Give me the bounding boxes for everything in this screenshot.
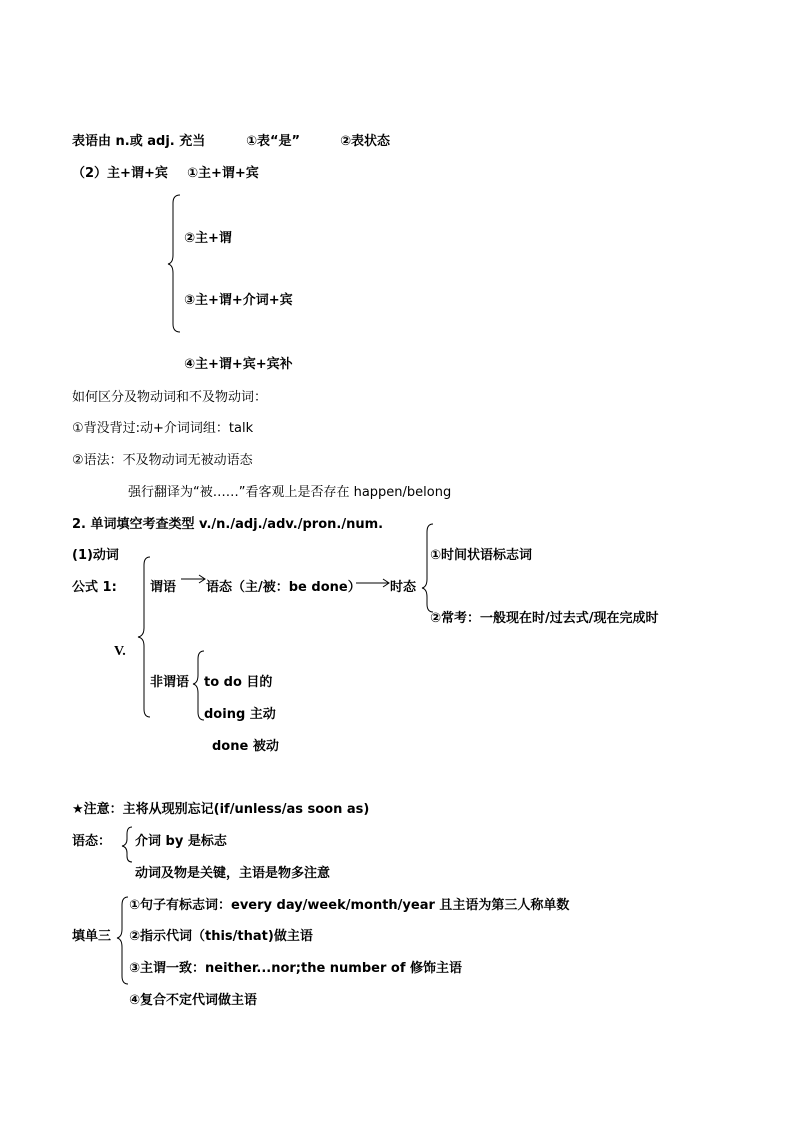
predicative-option-1: ①表“是” (246, 134, 301, 149)
transitive-question: 如何区分及物动词和不及物动词： (72, 390, 268, 405)
tense-item-2: ②常考：一般现在时/过去式/现在完成时 (430, 611, 659, 626)
voice-note-1: 介词 by 是标志 (135, 834, 227, 849)
formula-label: 公式 1: (72, 580, 117, 595)
fill3-label: 填单三 (72, 929, 112, 944)
v-label: V. (114, 644, 126, 659)
transitive-point-3: 强行翻译为“被……”看客观上是否存在 happen/belong (128, 485, 452, 500)
voice-note-2: 动词及物是关键，主语是物多注意 (135, 866, 331, 881)
attention-note: ★注意：主将从现别忘记(if/unless/as soon as) (72, 802, 370, 817)
verb-label: (1)动词 (72, 548, 119, 563)
fill3-brace (117, 897, 128, 984)
fill3-rule-2: ②指示代词（this/that)做主语 (129, 929, 313, 944)
non-predicate-brace (193, 651, 204, 720)
structure-item-2: ②主+谓 (184, 231, 232, 246)
transitive-point-2: ②语法：不及物动词无被动语态 (72, 453, 253, 468)
fill3-rule-3: ③主谓一致：neither...nor;the number of 修饰主语 (129, 961, 463, 976)
non-finite-item-1: to do 目的 (204, 675, 273, 690)
structure-item-4: ④主+谓+宾+宾补 (184, 357, 293, 372)
verb-brace (138, 557, 150, 717)
non-predicate-label: 非谓语 (150, 675, 190, 690)
predicative-option-2: ②表状态 (340, 134, 391, 149)
fill3-rule-4: ④复合不定代词做主语 (129, 993, 258, 1008)
predicative-line: 表语由 n.或 adj. 充当 (72, 134, 206, 149)
svo-heading: （2）主+谓+宾 (72, 166, 168, 181)
non-finite-item-3: done 被动 (212, 739, 279, 754)
voice-label: 语态（主/被：be done） (206, 580, 361, 595)
part2-heading: 2. 单词填空考查类型 v./n./adj./adv./pron./num. (72, 517, 384, 532)
voice-note-brace (122, 827, 132, 862)
voice-note-label: 语态： (72, 834, 112, 849)
predicate-label: 谓语 (150, 580, 177, 595)
arrow-voice (181, 575, 205, 583)
fill3-rule-1: ①句子有标志词：every day/week/month/year 且主语为第三人称单数 (129, 898, 570, 913)
transitive-point-1: ①背没背过:动+介词词组：talk (72, 421, 254, 436)
structure-item-1: ①主+谓+宾 (187, 166, 259, 181)
structure-brace (168, 195, 180, 332)
structure-item-3: ③主+谓+介词+宾 (184, 293, 293, 308)
tense-item-1: ①时间状语标志词 (430, 548, 533, 563)
non-finite-item-2: doing 主动 (204, 707, 276, 722)
tense-label: 时态 (390, 580, 417, 595)
tense-brace (422, 524, 433, 612)
